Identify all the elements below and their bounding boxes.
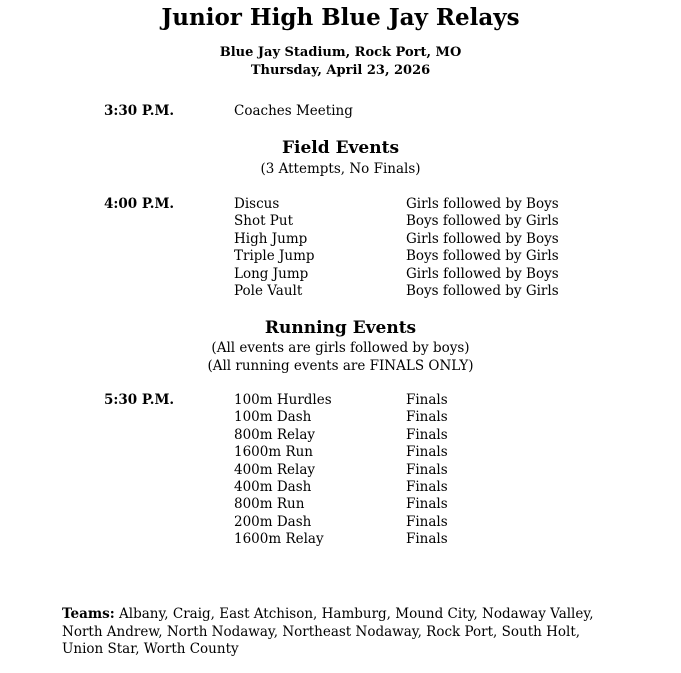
running-event-type: Finals xyxy=(406,531,448,548)
running-event-name: 800m Run xyxy=(234,496,305,513)
venue-line: Blue Jay Stadium, Rock Port, MO xyxy=(219,45,462,60)
field-events-heading: Field Events xyxy=(281,138,400,158)
running-event-name: 1600m Run xyxy=(234,444,314,461)
field-event-order: Boys followed by Girls xyxy=(406,213,559,230)
coaches-meeting-label: Coaches Meeting xyxy=(234,103,353,119)
field-events-order-list xyxy=(406,196,559,300)
running-events-list xyxy=(234,392,332,549)
date-line: Thursday, April 23, 2026 xyxy=(250,63,431,78)
running-event-type: Finals xyxy=(406,409,448,426)
running-event-type: Finals xyxy=(406,444,448,461)
field-event-name: Pole Vault xyxy=(234,283,303,300)
field-event-name: Long Jump xyxy=(234,265,309,282)
teams-label: Teams: xyxy=(62,606,115,622)
running-event-name: 1600m Relay xyxy=(234,531,324,548)
running-event-name: 400m Relay xyxy=(234,461,316,478)
field-event-name: Triple Jump xyxy=(234,248,315,265)
running-event-type: Finals xyxy=(406,461,448,478)
running-events-time: 5:30 P.M. xyxy=(104,392,175,408)
field-events-note: (3 Attempts, No Finals) xyxy=(260,161,421,177)
page-title: Junior High Blue Jay Relays xyxy=(161,4,520,31)
running-events-heading: Running Events xyxy=(264,318,417,338)
running-event-name: 800m Relay xyxy=(234,426,316,443)
running-events-note-2: (All running events are FINALS ONLY) xyxy=(207,358,474,374)
running-event-type: Finals xyxy=(406,392,448,408)
running-events-type-list xyxy=(406,392,448,549)
field-event-order: Boys followed by Girls xyxy=(406,283,559,300)
field-event-order: Girls followed by Boys xyxy=(406,265,559,282)
field-events-list xyxy=(234,196,315,300)
coaches-meeting-time: 3:30 P.M. xyxy=(104,103,175,119)
field-event-order: Boys followed by Girls xyxy=(406,248,559,265)
field-event-name: Discus xyxy=(234,196,280,212)
field-event-name: Shot Put xyxy=(234,213,293,230)
running-event-name: 100m Dash xyxy=(234,409,312,426)
teams-list: Albany, Craig, East Atchison, Hamburg, Mound City, Nodaway Valley, North Andrew, North Nodaway, Northeast Nodaway, Rock Port, South Holt, Union Star, Worth County xyxy=(62,606,594,658)
running-event-type: Finals xyxy=(406,426,448,443)
field-event-name: High Jump xyxy=(234,230,308,247)
running-event-type: Finals xyxy=(406,496,448,513)
running-events-note-1: (All events are girls followed by boys) xyxy=(211,340,470,356)
field-event-order: Girls followed by Boys xyxy=(406,196,559,212)
running-event-type: Finals xyxy=(406,513,448,530)
field-event-order: Girls followed by Boys xyxy=(406,230,559,247)
running-event-type: Finals xyxy=(406,479,448,496)
teams-paragraph xyxy=(62,606,622,659)
running-event-name: 100m Hurdles xyxy=(234,392,332,408)
field-events-time: 4:00 P.M. xyxy=(104,196,175,212)
running-event-name: 200m Dash xyxy=(234,513,312,530)
running-event-name: 400m Dash xyxy=(234,479,312,496)
